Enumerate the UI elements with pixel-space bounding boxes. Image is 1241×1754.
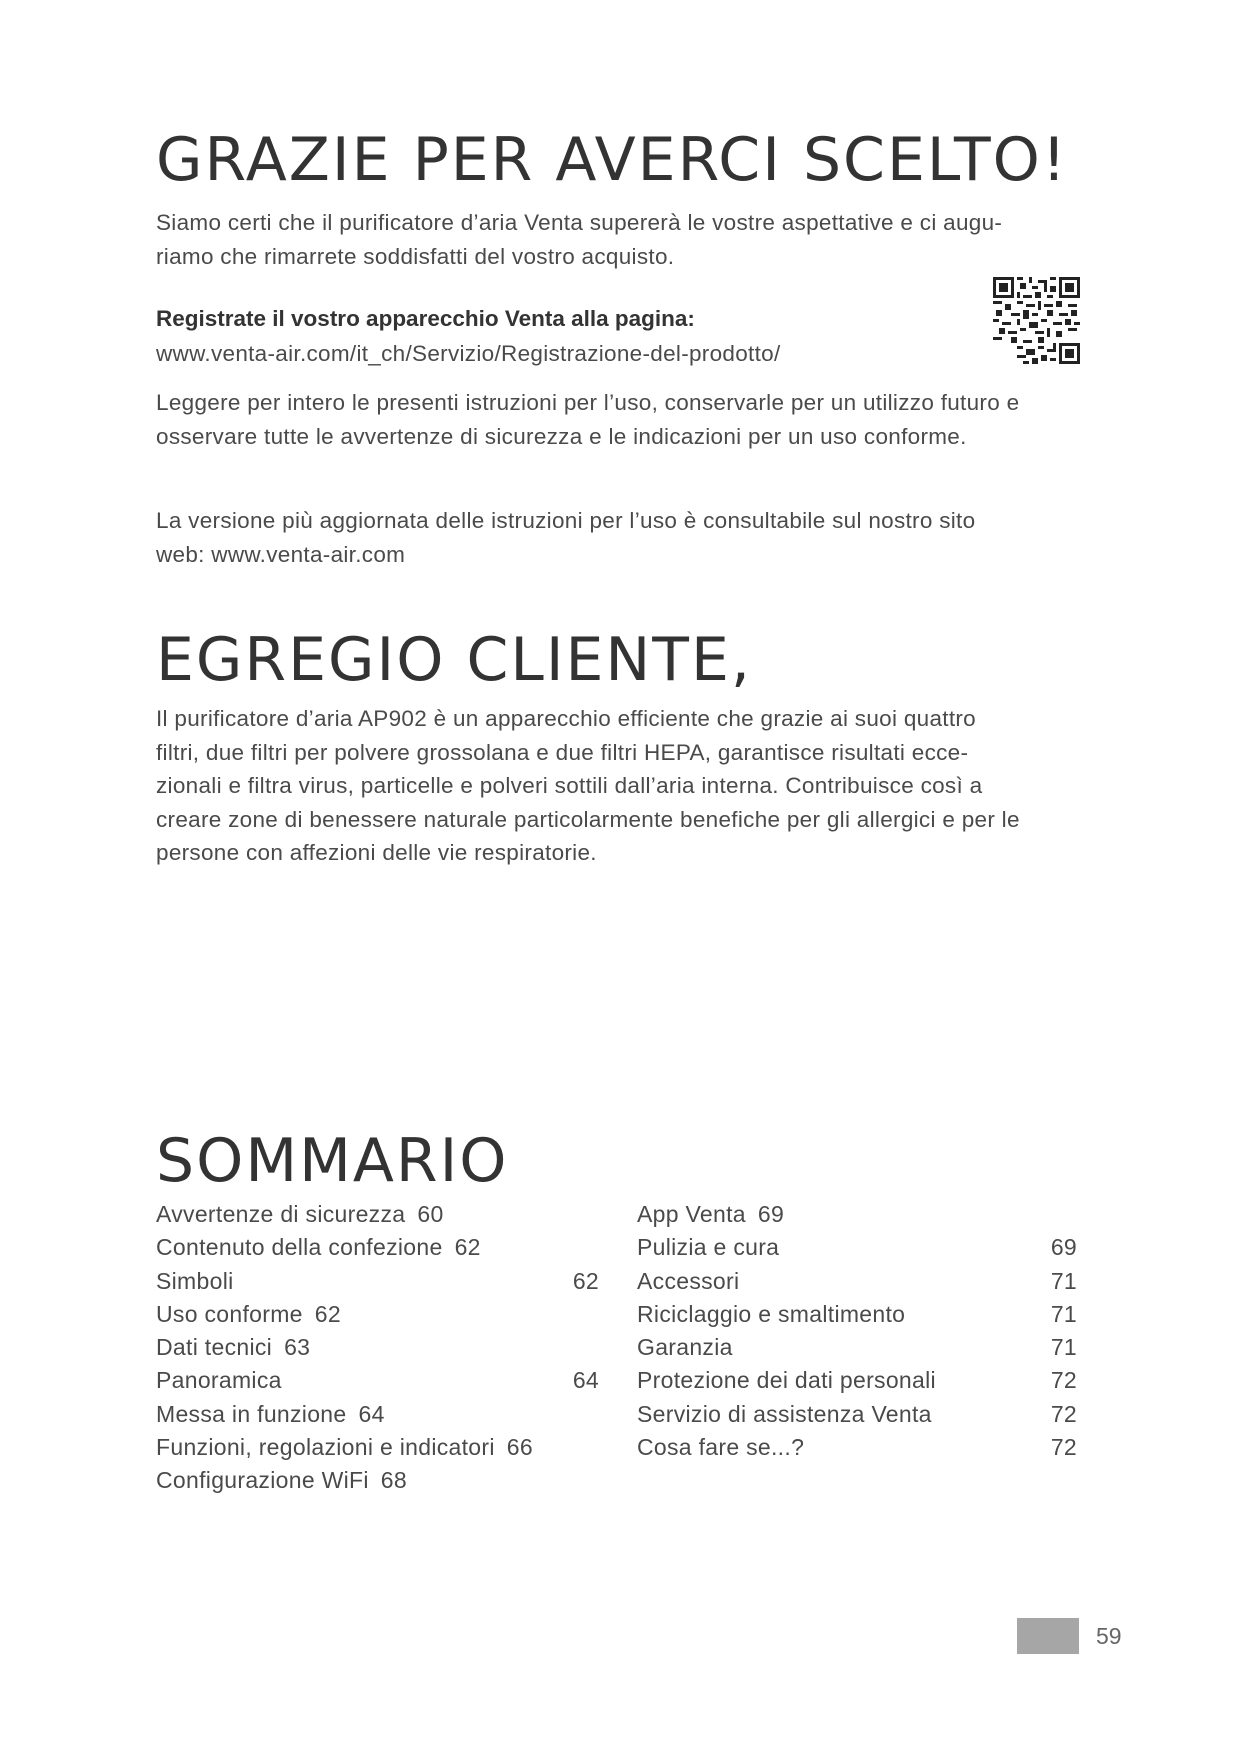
toc-entry-page: 63 (284, 1334, 311, 1361)
customer-line: zionali e filtra virus, particelle e polveri sottili dall’aria interna. Contribuisce così a (156, 773, 983, 798)
toc-entry[interactable] (637, 1234, 1077, 1267)
customer-line: filtri, due filtri per polvere grossolana e due filtri HEPA, garantisce risultati ecce- (156, 739, 969, 765)
toc-entry[interactable] (156, 1401, 599, 1434)
toc-left-column (156, 1201, 599, 1501)
toc-right-column (637, 1201, 1077, 1467)
toc-entry-page: 64 (572, 1367, 599, 1394)
page-number: 59 (1096, 1623, 1122, 1649)
toc-entry-label: Contenuto della confezione (156, 1234, 443, 1261)
customer-line: persone con affezioni delle vie respiratorie. (156, 840, 597, 865)
toc-entry-page: 62 (314, 1300, 341, 1327)
toc-entry-page: 62 (454, 1234, 481, 1261)
toc-title: SOMMARIO (156, 1126, 509, 1196)
toc-entry-title (637, 1234, 779, 1261)
toc-entry[interactable] (156, 1234, 599, 1267)
toc-entry[interactable] (156, 1201, 599, 1234)
customer-paragraph (156, 702, 1020, 870)
toc-entry-title (156, 1334, 310, 1361)
customer-line: creare zone di benessere naturale particolarmente benefiche per gli allergici e per le (156, 806, 1020, 832)
toc-entry-label: App Venta (637, 1201, 746, 1227)
qr-code-icon[interactable] (993, 277, 1080, 364)
toc-entry-page: 69 (1050, 1234, 1077, 1261)
toc-entry-title (637, 1268, 739, 1295)
toc-entry-label: Simboli (156, 1267, 234, 1294)
toc-entry-page: 69 (757, 1201, 785, 1227)
website-line: La versione più aggiornata delle istruzioni per l’uso è consultabile sul nostro sito (156, 508, 976, 533)
toc-entry-title (156, 1467, 407, 1494)
page-marker (1017, 1618, 1079, 1654)
toc-entry-title (637, 1401, 932, 1428)
toc-entry-label: Uso conforme (156, 1300, 303, 1327)
toc-entry-label: Accessori (637, 1267, 740, 1294)
toc-entry-title (637, 1434, 804, 1461)
register-heading: Registrate il vostro apparecchio Venta alla pagina: (156, 306, 695, 331)
toc-entry[interactable] (156, 1467, 599, 1500)
toc-entry-label: Messa in funzione (156, 1400, 347, 1427)
toc-entry-page: 71 (1050, 1334, 1077, 1361)
instructions-line: Leggere per intero le presenti istruzioni per l’uso, conservarle per un utilizzo futuro e (156, 390, 1020, 415)
instructions-paragraph (156, 386, 1019, 453)
toc-entry-title (156, 1401, 385, 1428)
intro-line: Siamo certi che il purificatore d’aria Venta supererà le vostre aspettative e ci augu- (156, 210, 1003, 235)
toc-entry-label: Cosa fare se...? (637, 1434, 805, 1461)
toc-entry[interactable] (156, 1268, 599, 1301)
toc-entry[interactable] (637, 1401, 1077, 1434)
toc-entry-label: Dati tecnici (156, 1334, 273, 1361)
toc-entry-title (156, 1234, 481, 1261)
toc-entry[interactable] (637, 1268, 1077, 1301)
toc-entry-label: Configurazione WiFi (156, 1467, 369, 1494)
toc-entry[interactable] (156, 1367, 599, 1400)
website-line: web: www.venta-air.com (156, 541, 406, 567)
toc-entry-title (156, 1367, 282, 1394)
website-paragraph (156, 504, 975, 571)
toc-entry-title (156, 1268, 234, 1295)
toc-entry-page: 71 (1050, 1267, 1077, 1294)
toc-entry-label: Funzioni, regolazioni e indicatori (156, 1434, 495, 1461)
toc-entry[interactable] (637, 1201, 1077, 1234)
register-url[interactable]: www.venta-air.com/it_ch/Servizio/Registrazione-del-prodotto/ (156, 341, 781, 366)
toc-entry-title (637, 1301, 905, 1328)
intro-line: riamo che rimarrete soddisfatti del vostro acquisto. (156, 243, 675, 269)
toc-entry-title (637, 1367, 936, 1394)
toc-entry-label: Riciclaggio e smaltimento (637, 1300, 906, 1327)
toc-entry-title (637, 1334, 733, 1361)
toc-entry-title (156, 1434, 533, 1461)
toc-entry-label: Pulizia e cura (637, 1234, 780, 1261)
toc-entry-title (156, 1201, 444, 1228)
customer-line: Il purificatore d’aria AP902 è un apparecchio efficiente che grazie ai suoi quattro (156, 706, 976, 731)
toc-entry-label: Garanzia (637, 1334, 733, 1361)
toc-entry-page: 64 (358, 1400, 385, 1427)
toc-entry[interactable] (156, 1434, 599, 1467)
toc-entry-page: 72 (1050, 1434, 1077, 1461)
toc-entry-page: 68 (380, 1467, 407, 1494)
toc-entry[interactable] (156, 1334, 599, 1367)
toc-entry[interactable] (156, 1301, 599, 1334)
toc-entry[interactable] (637, 1367, 1077, 1400)
intro-title: GRAZIE PER AVERCI SCELTO! (156, 125, 1068, 195)
toc-entry-label: Panoramica (156, 1367, 282, 1394)
customer-title: EGREGIO CLIENTE, (156, 625, 752, 695)
toc-entry[interactable] (637, 1434, 1077, 1467)
toc-entry-page: 60 (417, 1201, 444, 1227)
toc-entry-page: 72 (1050, 1400, 1077, 1427)
toc-entry-page: 71 (1050, 1300, 1077, 1327)
toc-entry-label: Protezione dei dati personali (637, 1367, 936, 1394)
toc-entry-label: Servizio di assistenza Venta (637, 1400, 932, 1427)
toc-entry-label: Avvertenze di sicurezza (156, 1201, 406, 1227)
toc-entry-title (637, 1201, 784, 1228)
toc-entry-page: 72 (1050, 1367, 1077, 1394)
instructions-line: osservare tutte le avvertenze di sicurezza e le indicazioni per un uso conforme. (156, 423, 967, 449)
toc-entry-page: 62 (572, 1267, 599, 1294)
toc-entry[interactable] (637, 1301, 1077, 1334)
toc-entry-title (156, 1301, 341, 1328)
toc-entry[interactable] (637, 1334, 1077, 1367)
toc-entry-page: 66 (506, 1434, 533, 1461)
intro-paragraph (156, 206, 1002, 273)
